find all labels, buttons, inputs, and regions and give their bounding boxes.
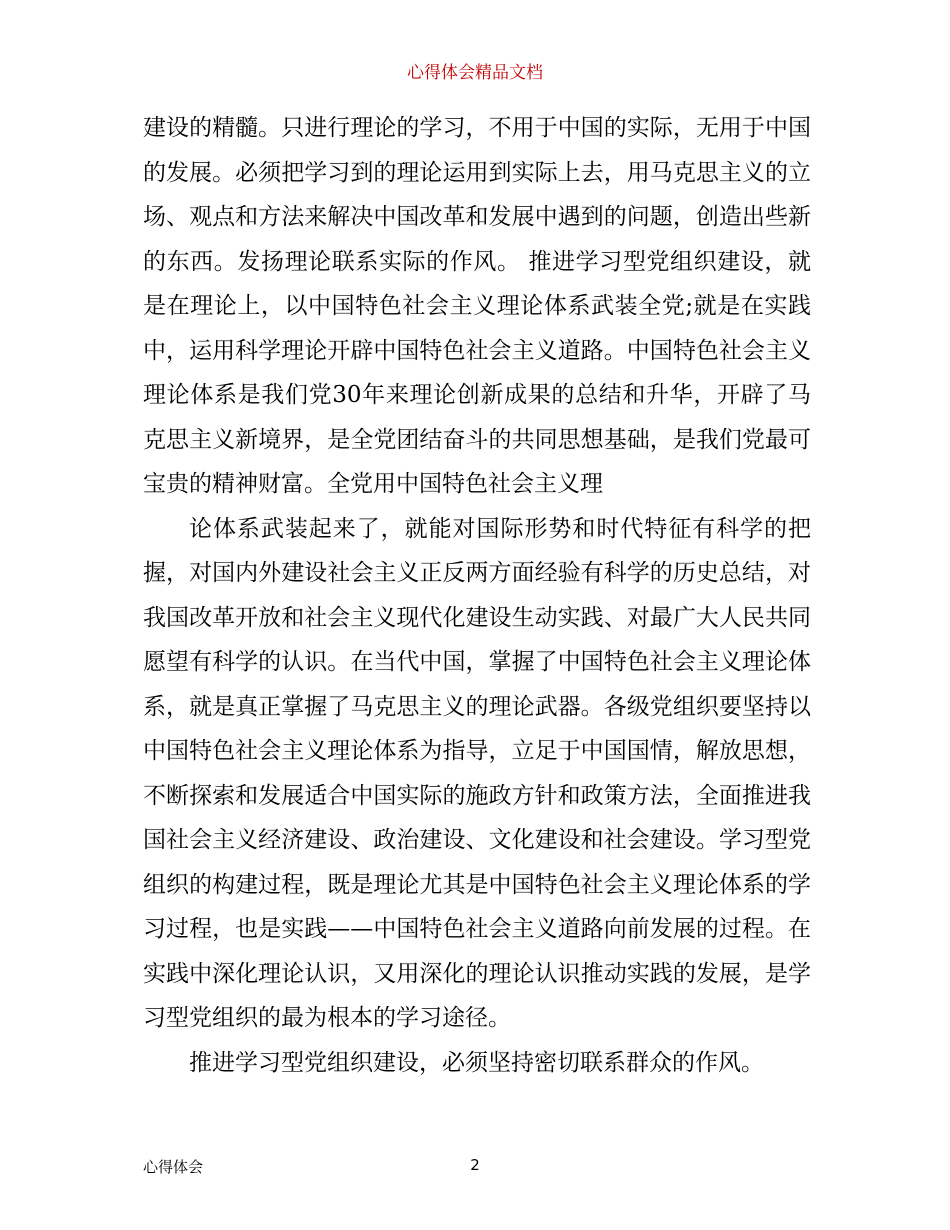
paragraph-1: 建设的精髓。只进行理论的学习，不用于中国的实际，无用于中国的发展。必须把学习到的理论运用到实际上去，用马克思主义的立场、观点和方法来解决中国改革和发展中遇到的问题，创造出些新的东西。发扬理论联系实际的作风。 推进学习型党组织建设，就是在理论上，以中国特色社会主义理论体系武装全党;就是在实践中，运用科学理论开辟中国特色社会主义道路。中国特色社会主义理论体系是我们党30年来理论创新成果的总结和升华，开辟了马克思主义新境界，是全党团结奋斗的共同思想基础，是我们党最可宝贵的精神财富。全党用中国特色社会主义理 — [143, 115, 811, 497]
page-header-title: 心得体会精品文档 — [407, 63, 543, 83]
document-body — [143, 106, 811, 1085]
paragraph-2: 论体系武装起来了，就能对国际形势和时代特征有科学的把握，对国内外建设社会主义正反两方面经验有科学的历史总结，对我国改革开放和社会主义现代化建设生动实践、对最广大人民共同愿望有科学的认识。在当代中国，掌握了中国特色社会主义理论体系，就是真正掌握了马克思主义的理论武器。各级党组织要坚持以中国特色社会主义理论体系为指导，立足于中国国情，解放思想，不断探索和发展适合中国实际的施政方针和政策方法，全面推进我国社会主义经济建设、政治建设、文化建设和社会建设。学习型党组织的构建过程，既是理论尤其是中国特色社会主义理论体系的学习过程，也是实践——中国特色社会主义道路向前发展的过程。在实践中深化理论认识，又用深化的理论认识推动实践的发展，是学习型党组织的最为根本的学习途径。 — [143, 515, 811, 1031]
footer-label: 心得体会 — [143, 1158, 204, 1176]
page-number: 2 — [470, 1156, 480, 1174]
paragraph-3: 推进学习型党组织建设，必须坚持密切联系群众的作风。 — [189, 1049, 764, 1076]
